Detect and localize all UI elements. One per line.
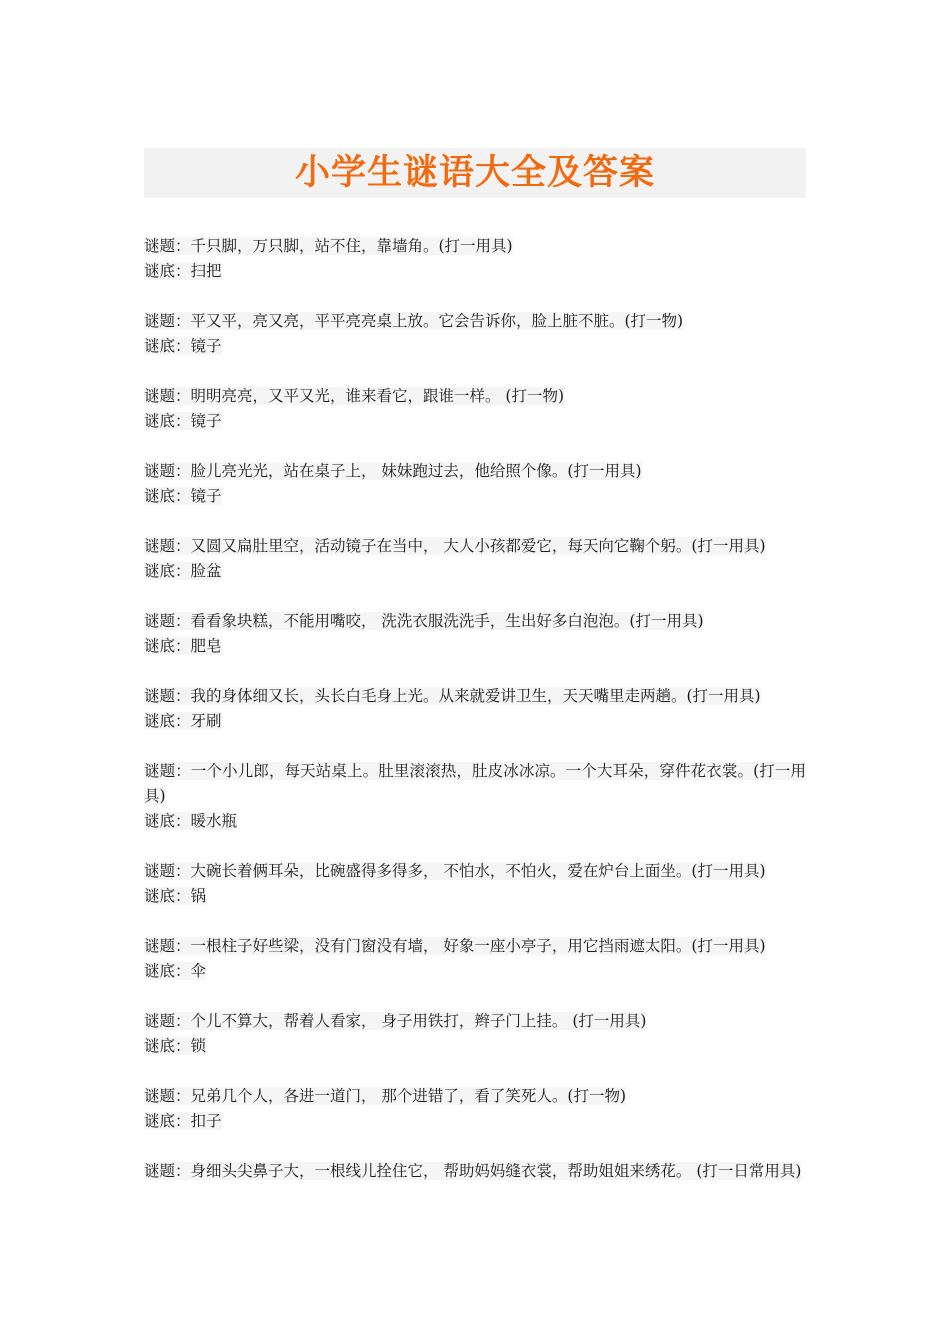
riddle-answer: 谜底：伞 <box>144 962 207 980</box>
riddle-answer: 谜底：暖水瓶 <box>144 812 238 830</box>
riddle-question: 谜题：我的身体细又长，头长白毛身上光。从来就爱讲卫生，天天嘴里走两趟。(打一用具) <box>144 687 761 705</box>
riddle-entry <box>144 684 806 734</box>
riddle-answer: 谜底：锁 <box>144 1037 207 1055</box>
riddle-answer: 谜底：肥皂 <box>144 637 222 655</box>
riddle-question: 谜题：大碗长着俩耳朵，比碗盛得多得多， 不怕水，不怕火，爱在炉台上面坐。(打一用具) <box>144 862 766 880</box>
riddle-answer: 谜底：锅 <box>144 887 207 905</box>
riddle-answer: 谜底：牙刷 <box>144 712 222 730</box>
riddle-answer: 谜底：扣子 <box>144 1112 222 1130</box>
riddle-answer: 谜底：镜子 <box>144 337 222 355</box>
riddle-entry <box>144 459 806 509</box>
riddle-question: 谜题：又圆又扁肚里空，活动镜子在当中， 大人小孩都爱它，每天向它鞠个躬。(打一用具) <box>144 537 766 555</box>
riddle-entry <box>144 1009 806 1059</box>
riddle-entry <box>144 859 806 909</box>
riddle-answer: 谜底：镜子 <box>144 487 222 505</box>
riddle-entry <box>144 1159 806 1184</box>
riddle-list <box>144 234 806 1184</box>
riddle-entry <box>144 609 806 659</box>
riddle-entry <box>144 934 806 984</box>
riddle-question: 谜题：千只脚，万只脚，站不住，靠墙角。(打一用具) <box>144 237 513 255</box>
riddle-question: 谜题：看看象块糕，不能用嘴咬， 洗洗衣服洗洗手，生出好多白泡泡。(打一用具) <box>144 612 704 630</box>
riddle-question: 谜题：个儿不算大，帮着人看家， 身子用铁打，辫子门上挂。 (打一用具) <box>144 1012 647 1030</box>
riddle-question: 谜题：兄弟几个人，各进一道门， 那个进错了，看了笑死人。(打一物) <box>144 1087 627 1105</box>
document-page <box>144 148 806 1209</box>
riddle-question: 谜题：身细头尖鼻子大，一根线儿拴住它， 帮助妈妈缝衣裳，帮助姐姐来绣花。 (打一日常用具) <box>144 1162 802 1180</box>
riddle-entry <box>144 759 806 834</box>
title-bar <box>144 148 806 198</box>
riddle-entry <box>144 384 806 434</box>
riddle-question: 谜题：平又平，亮又亮，平平亮亮桌上放。它会告诉你，脸上脏不脏。(打一物) <box>144 312 684 330</box>
riddle-answer: 谜底：脸盆 <box>144 562 222 580</box>
riddle-entry <box>144 309 806 359</box>
riddle-entry <box>144 234 806 284</box>
riddle-answer: 谜底：扫把 <box>144 262 222 280</box>
page-title: 小学生谜语大全及答案 <box>294 153 655 193</box>
riddle-answer: 谜底：镜子 <box>144 412 222 430</box>
riddle-entry <box>144 534 806 584</box>
riddle-question: 谜题：明明亮亮，又平又光，谁来看它，跟谁一样。 (打一物) <box>144 387 565 405</box>
riddle-question: 谜题：一个小儿郎，每天站桌上。肚里滚滚热，肚皮冰冰凉。一个大耳朵，穿件花衣裳。(打一用具) <box>144 762 806 805</box>
riddle-question: 谜题：一根柱子好些梁，没有门窗没有墙， 好象一座小亭子，用它挡雨遮太阳。(打一用具) <box>144 937 766 955</box>
riddle-entry <box>144 1084 806 1134</box>
riddle-question: 谜题：脸儿亮光光，站在桌子上， 妹妹跑过去，他给照个像。(打一用具) <box>144 462 642 480</box>
